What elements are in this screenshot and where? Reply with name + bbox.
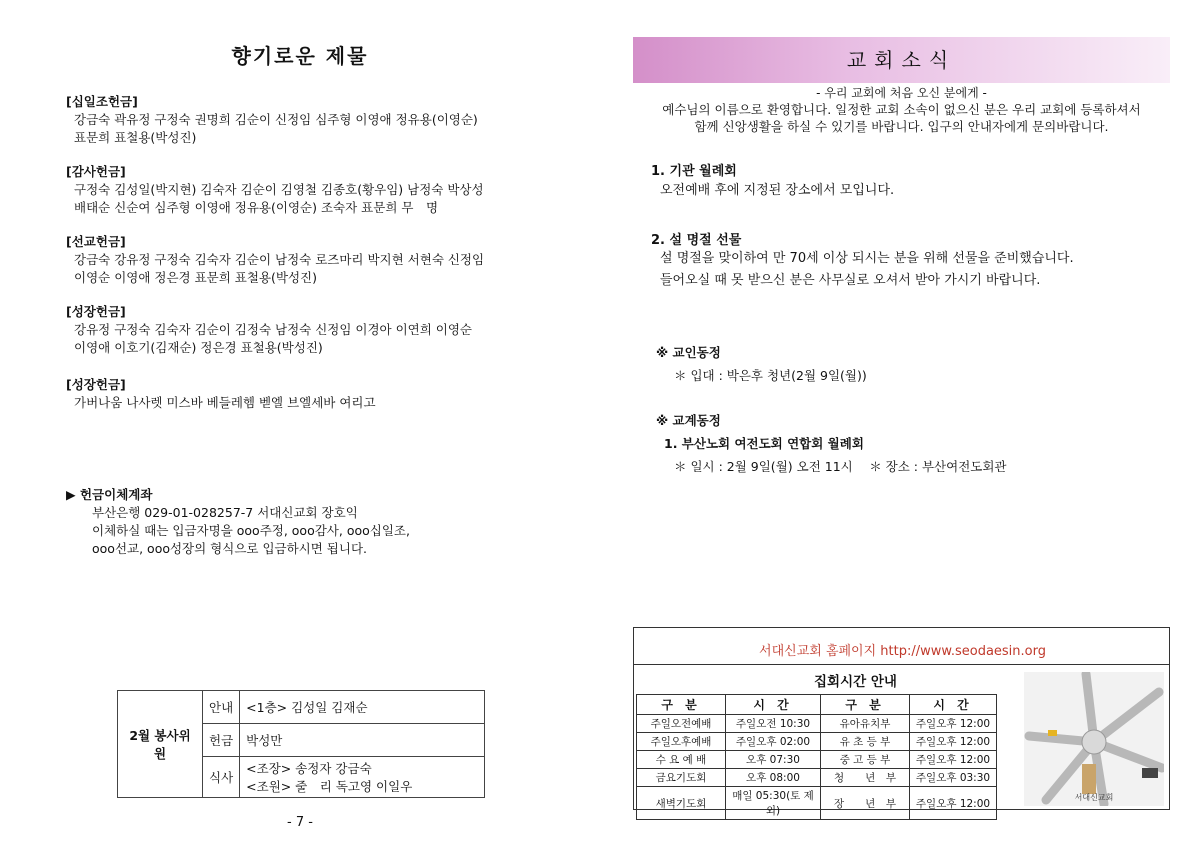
table-cell: 주일오후 12:00 [910,733,997,751]
service-volunteers-table [117,690,485,798]
service-role: 안내 [203,691,240,724]
table-cell: 주일오후 03:30 [910,769,997,787]
meeting-times-title: 집회시간 안내 [814,674,897,690]
regional-news-sub: 1. 부산노회 여전도회 연합회 월례회 [664,436,864,451]
transfer-heading: ▶ 헌금이체계좌 [66,487,153,502]
table-row [637,769,997,787]
welcome-text [633,101,1170,135]
section-heading: [십일조헌금] [66,94,138,109]
names-line: 가버나움 나사렛 미스바 베들레헴 벧엘 브엘세바 여리고 [74,395,376,410]
table-cell: 주일오전예배 [637,715,726,733]
item2-body [660,248,1074,292]
table-cell: 유 초 등 부 [821,733,910,751]
table-cell: 청 년 부 [821,769,910,787]
members-news-body: ＊ 입대 : 박은후 청년(2월 9일(월)) [674,368,867,383]
table-cell: 장 년 부 [821,787,910,820]
item2-heading: 2. 설 명절 선물 [651,233,742,248]
table-cell: 주일오후 12:00 [910,787,997,820]
offering-section-thanks [66,163,586,217]
item2-line: 들어오실 때 못 받으신 분은 사무실로 오셔서 받아 가시기 바랍니다. [660,273,1041,288]
table-cell: 금요기도회 [637,769,726,787]
news-banner: 교회소식 [633,37,1170,83]
col-header: 시 간 [726,695,821,715]
table-cell: 주일오후 12:00 [910,715,997,733]
item1-heading: 1. 기관 월례회 [651,164,737,179]
table-row [637,751,997,769]
table-cell: 매일 05:30(토 제외) [726,787,821,820]
offering-section-tithe [66,93,586,147]
table-cell: 오후 07:30 [726,751,821,769]
homepage-link[interactable]: 서대신교회 홈페이지 http://www.seodaesin.org [759,644,1046,659]
table-cell: 중 고 등 부 [821,751,910,769]
service-names: <조장> 송정자 강금숙 [240,757,485,778]
item2-line: 설 명절을 맞이하여 만 70세 이상 되시는 분을 위해 선물을 준비했습니다. [660,251,1074,266]
section-heading: [성장헌금] [66,377,126,392]
col-header: 구 분 [637,695,726,715]
church-info-box [633,627,1170,817]
table-cell: 유아유치부 [821,715,910,733]
welcome-heading: - 우리 교회에 처음 오신 분에게 - [816,86,987,100]
transfer-line: 이체하실 때는 입금자명을 ooo주정, ooo감사, ooo십일조, [92,523,410,538]
table-row [637,733,997,751]
offering-section-growth [66,303,586,357]
table-row [637,715,997,733]
meeting-times-table [636,694,997,820]
table-cell: 새벽기도회 [637,787,726,820]
welcome-line: 예수님의 이름으로 환영합니다. 일정한 교회 소속이 없으신 분은 우리 교회에 등록하셔서 [662,102,1141,117]
table-row [637,787,997,820]
table-cell: 주일오후 02:00 [726,733,821,751]
offering-section-mission [66,233,586,287]
names-line: 구정숙 김성일(박지현) 김숙자 김순이 김영철 김종호(황우임) 남정숙 박상성 [74,182,484,197]
regional-news-body: ＊ 일시 : 2월 9일(월) 오전 11시 ＊ 장소 : 부산여전도회관 [674,459,1007,474]
service-names: 박성만 [240,724,485,757]
offering-section-growth-groups [66,376,586,412]
transfer-line: 부산은행 029-01-028257-7 서대신교회 장호익 [92,505,358,520]
names-line: 표문희 표철용(박성진) [74,130,197,145]
section-heading: [성장헌금] [66,304,126,319]
transfer-line: ooo선교, ooo성장의 형식으로 입금하시면 됩니다. [92,541,368,556]
members-news-heading: ※ 교인동정 [656,345,721,360]
location-map [1024,672,1164,806]
names-line: 강금숙 곽유정 구정숙 권명희 김순이 신정임 심주형 이영애 정유용(이영순) [74,112,478,127]
names-line: 강금숙 강유정 구정숙 김숙자 김순이 남정숙 로즈마리 박지현 서현숙 신정임 [74,252,485,267]
names-line: 강유정 구정숙 김숙자 김순이 김정숙 남정숙 신정임 이경아 이연희 이영순 [74,322,473,337]
table-cell: 주일오전 10:30 [726,715,821,733]
table-cell: 오후 08:00 [726,769,821,787]
service-names: <1층> 김성일 김재순 [240,691,485,724]
service-role: 헌금 [203,724,240,757]
regional-news-heading: ※ 교계동정 [656,413,721,428]
section-heading: [감사헌금] [66,164,126,179]
names-line: 배태순 신순여 심주형 이영애 정유용(이영순) 조숙자 표문희 무 명 [74,200,439,215]
service-label: 2월 봉사위원 [118,691,203,798]
names-line: 이영순 이영애 정은경 표문희 표철용(박성진) [74,270,317,285]
section-heading: [선교헌금] [66,234,126,249]
map-label: 서대신교회 [1074,793,1114,802]
names-line: 이영애 이호기(김재순) 정은경 표철용(박성진) [74,340,323,355]
welcome-line: 함께 신앙생활을 하실 수 있기를 바랍니다. 입구의 안내자에게 문의바랍니다. [694,119,1109,134]
item1-body: 오전예배 후에 지정된 장소에서 모입니다. [660,183,895,198]
service-names: <조원> 줄 리 독고영 이일우 [240,777,485,798]
service-role: 식사 [203,757,240,798]
col-header: 구 분 [821,695,910,715]
col-header: 시 간 [910,695,997,715]
page-title: 향기로운 제물 [231,44,369,68]
table-cell: 주일오후 12:00 [910,751,997,769]
transfer-account [66,486,586,558]
table-cell: 주일오후예배 [637,733,726,751]
divider [634,664,1169,665]
table-cell: 수 요 예 배 [637,751,726,769]
page-number: - 7 - [287,815,313,830]
